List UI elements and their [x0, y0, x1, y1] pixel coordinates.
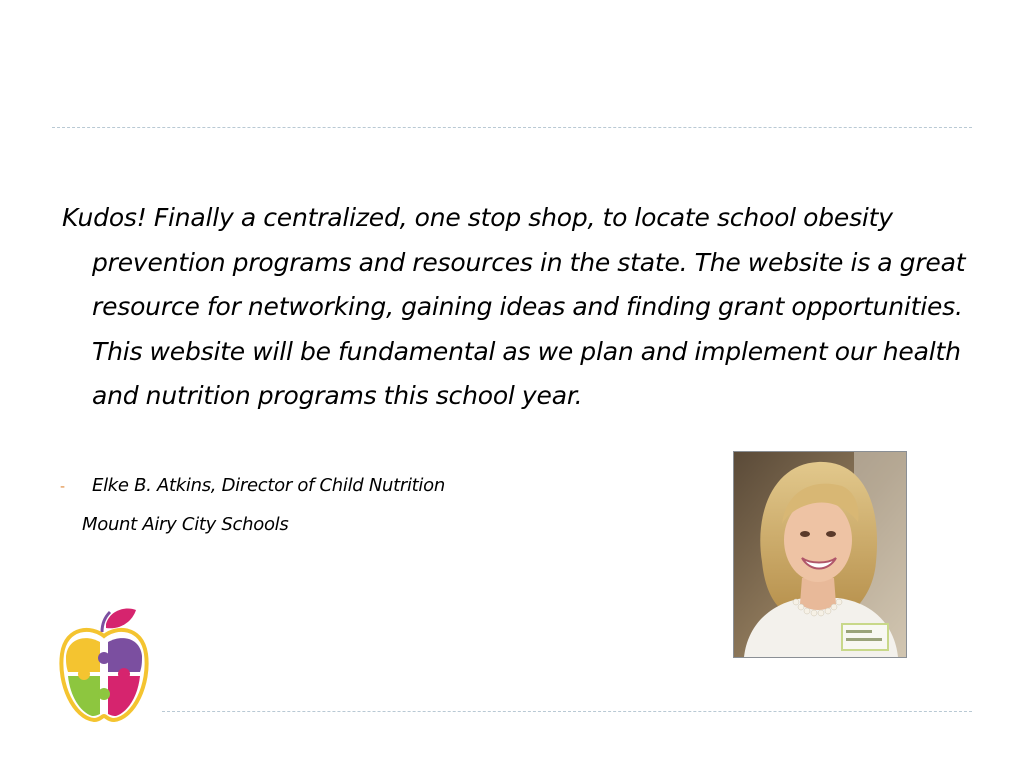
attribution-bullet: - — [60, 479, 65, 495]
apple-puzzle-logo-icon — [56, 606, 152, 726]
person-photo-illustration — [734, 452, 906, 657]
top-divider — [52, 127, 972, 128]
attribution-organization: Mount Airy City Schools — [82, 514, 289, 535]
person-photo — [733, 451, 907, 658]
attribution-name-title: Elke B. Atkins, Director of Child Nutrition — [92, 475, 445, 496]
attribution-line — [60, 474, 445, 499]
testimonial-quote: Kudos! Finally a centralized, one stop shop, to locate school obesity prevention programs and resources in the state. The website is a great resource for networking, gaining ideas and finding grant opportunities. This website will be fundamental as we plan and implement our health and nutrition programs this school year. — [62, 203, 966, 411]
bottom-divider — [162, 711, 972, 712]
logo — [56, 606, 152, 726]
